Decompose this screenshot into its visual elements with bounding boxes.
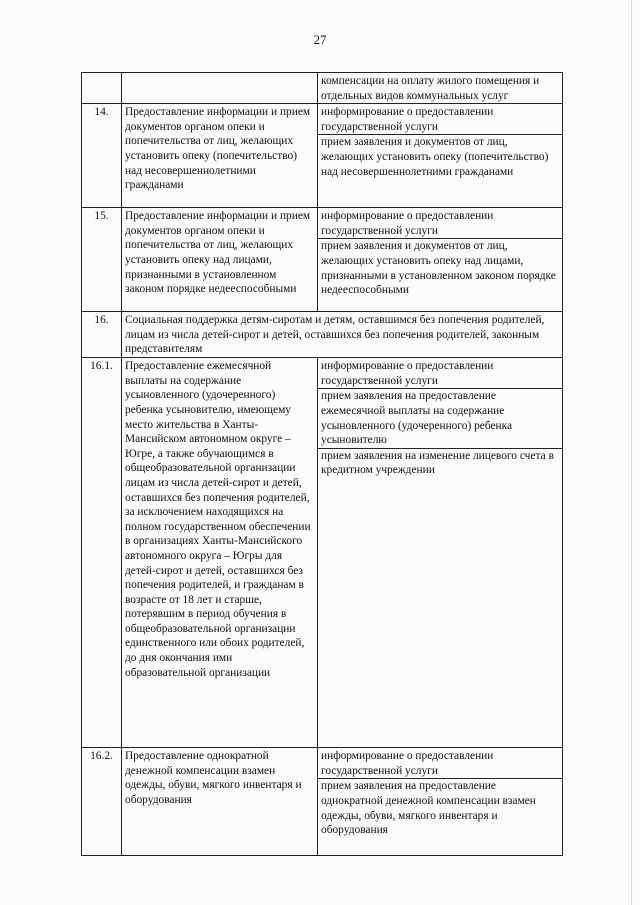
sub-service-item: компенсации на оплату жилого помещения и отдельных видов коммунальных услуг xyxy=(321,75,540,102)
sub-service-item: информирование о предоставлении государственной услуги xyxy=(318,748,562,779)
scan-edge xyxy=(631,0,632,905)
services-table xyxy=(81,72,563,856)
sub-service-list xyxy=(318,358,563,748)
row-number: 14. xyxy=(82,104,122,208)
table-row xyxy=(82,312,563,358)
sub-service-item: информирование о предоставлении государственной услуги xyxy=(318,358,562,389)
sub-service-list xyxy=(318,208,563,312)
row-number: 15. xyxy=(82,208,122,312)
table-row xyxy=(82,358,563,748)
sub-service-item: прием заявления на предоставление однократной денежной компенсации взамен одежды, обуви, мягкого инвентаря и оборудования xyxy=(321,780,536,837)
sub-service-list xyxy=(318,104,563,208)
sub-service-item: прием заявления на изменение лицевого счета в кредитном учреждении xyxy=(321,449,554,477)
sub-service-item: прием заявления и документов от лиц, желающих установить опеку над лицами, признанными в установленном законом порядке недееспособными xyxy=(321,240,556,297)
service-name: Предоставление информации и прием документов органом опеки и попечительства от лиц, желающих установить опеку над лицами, признанными в установленном законом порядке недееспособными xyxy=(122,208,318,312)
sub-service-item: информирование о предоставлении государственной услуги xyxy=(318,208,562,239)
row-number: 16.2. xyxy=(82,748,122,856)
table-row xyxy=(82,208,563,312)
table-row xyxy=(82,748,563,856)
sub-service-item: информирование о предоставлении государственной услуги xyxy=(318,104,562,135)
sub-service-item: прием заявления и документов от лиц, желающих установить опеку (попечительство) над несовершеннолетними гражданами xyxy=(321,136,549,178)
sub-service-list xyxy=(318,748,563,856)
service-name: Предоставление информации и прием документов органом опеки и попечительства от лиц, желающих установить опеку (попечительство) над несовершеннолетними гражданами xyxy=(122,104,318,208)
row-number xyxy=(82,73,122,104)
sub-service-list xyxy=(318,73,563,104)
service-name xyxy=(122,73,318,104)
table-row xyxy=(82,73,563,104)
service-name: Предоставление ежемесячной выплаты на содержание усыновленного (удочеренного) ребенка усыновителю, имеющему место жительства в Ханты-Мансийском автономном округе – Югре, а также обучающимся в общеобразовательной организации лицам из числа детей-сирот и детей, оставшихся без попечения родителей, за исключением находящихся на полном государственном обеспечении в организациях Ханты-Мансийского автономного округа – Югры для детей-сирот и детей, оставшихся без попечения родителей, и гражданам в возрасте от 18 лет и старше, потерявшим в период обучения в общеобразовательной организации единственного или обоих родителей, до дня окончания ими образовательной организации xyxy=(122,358,318,748)
sub-service-item: прием заявления на предоставление ежемесячной выплаты на содержание усыновленного (удочеренного) ребенка усыновителю xyxy=(318,389,562,448)
table-row xyxy=(82,104,563,208)
page-number: 27 xyxy=(313,32,327,47)
row-number: 16. xyxy=(82,312,122,358)
section-heading: Социальная поддержка детям-сиротам и детям, оставшимся без попечения родителей, лицам из числа детей-сирот и детей, оставшихся без попечения родителей, законным представителям xyxy=(122,312,563,358)
service-name: Предоставление однократной денежной компенсации взамен одежды, обуви, мягкого инвентаря и оборудования xyxy=(122,748,318,856)
row-number: 16.1. xyxy=(82,358,122,748)
